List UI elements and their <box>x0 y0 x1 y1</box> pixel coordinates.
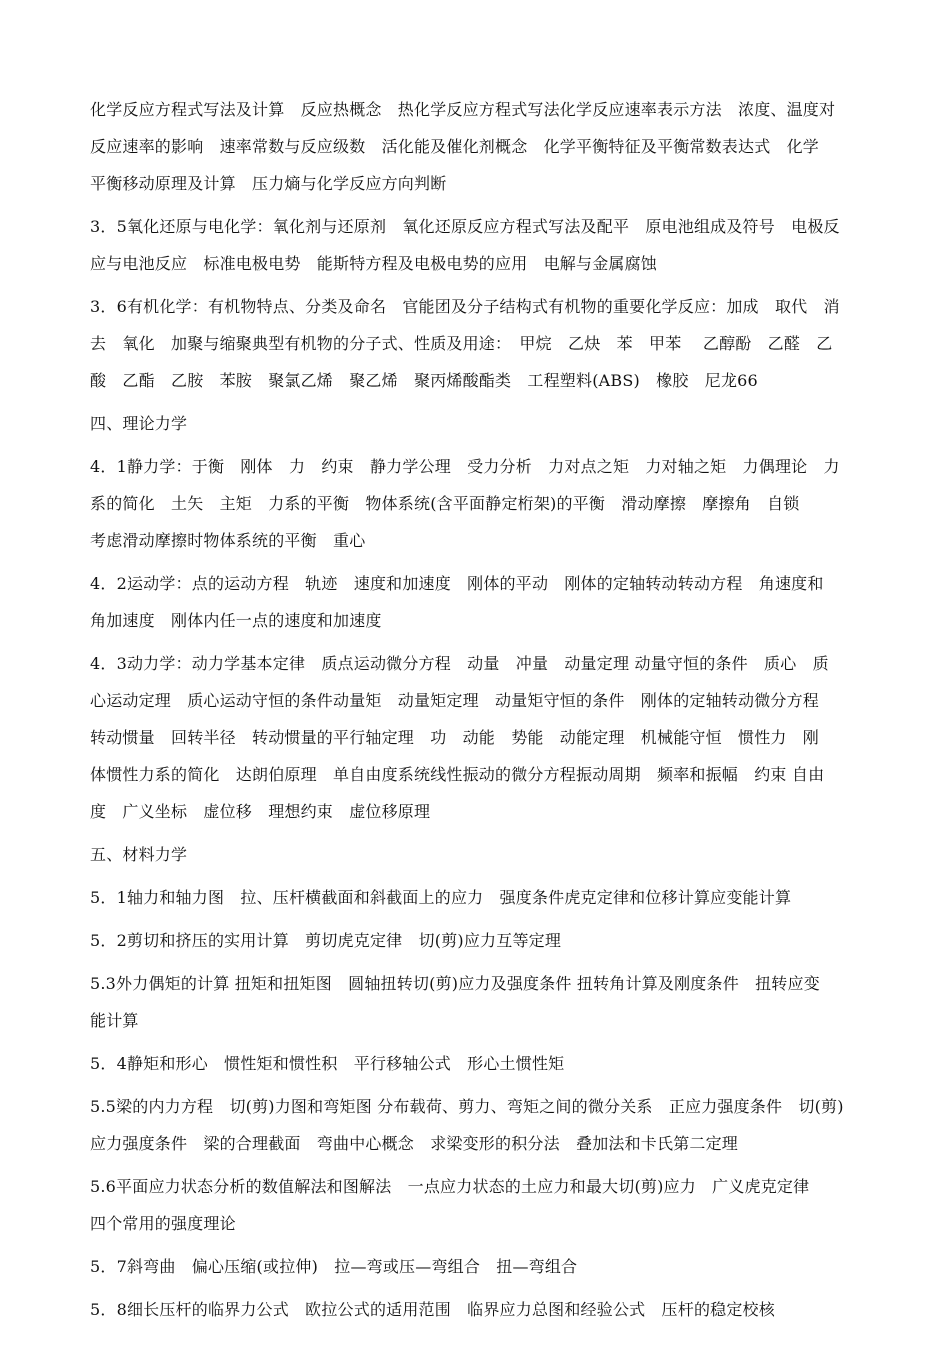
paragraph <box>90 879 870 916</box>
text-line: 系的简化 土矢 主矩 力系的平衡 物体系统(含平面静定桁架)的平衡 滑动摩擦 摩擦角 自锁 <box>90 494 800 513</box>
paragraph <box>90 91 870 202</box>
text-line: 5．8细长压杆的临界力公式 欧拉公式的适用范围 临界应力总图和经验公式 压杆的稳定校核 <box>90 1300 775 1319</box>
paragraph <box>90 1088 870 1162</box>
text-line: 3．6有机化学：有机物特点、分类及命名 官能团及分子结构式有机物的重要化学反应：加成 取代 消 <box>90 297 840 316</box>
text-line: 四、理论力学 <box>90 414 188 433</box>
paragraph <box>90 965 870 1039</box>
text-line: 4．1静力学：于衡 刚体 力 约束 静力学公理 受力分析 力对点之矩 力对轴之矩 力偶理论 力 <box>90 457 840 476</box>
paragraph <box>90 645 870 830</box>
paragraph <box>90 288 870 399</box>
text-line: 能计算 <box>90 1011 139 1030</box>
text-line: 体惯性力系的简化 达朗伯原理 单自由度系统线性振动的微分方程振动周期 频率和振幅 约束 自由 <box>90 765 825 784</box>
text-line: 角加速度 刚体内任一点的速度和加速度 <box>90 611 382 630</box>
text-line: 应力强度条件 梁的合理截面 弯曲中心概念 求梁变形的积分法 叠加法和卡氏第二定理 <box>90 1134 739 1153</box>
text-line: 化学反应方程式写法及计算 反应热概念 热化学反应方程式写法化学反应速率表示方法 浓度、温度对 <box>90 100 836 119</box>
text-line: 5.5梁的内力方程 切(剪)力图和弯矩图 分布载荷、剪力、弯矩之间的微分关系 正应力强度条件 切(剪) <box>90 1097 844 1116</box>
paragraph <box>90 1168 870 1242</box>
text-line: 5．2剪切和挤压的实用计算 剪切虎克定律 切(剪)应力互等定理 <box>90 931 562 950</box>
text-line: 4．3动力学：动力学基本定律 质点运动微分方程 动量 冲量 动量定理 动量守恒的条件 质心 质 <box>90 654 829 673</box>
text-line: 酸 乙酯 乙胺 苯胺 聚氯乙烯 聚乙烯 聚丙烯酸酯类 工程塑料(ABS) 橡胶 尼龙66 <box>90 371 758 390</box>
paragraph <box>90 1248 870 1285</box>
text-line: 5．1轴力和轴力图 拉、压杆横截面和斜截面上的应力 强度条件虎克定律和位移计算应变能计算 <box>90 888 792 907</box>
paragraph <box>90 836 870 873</box>
text-line: 转动惯量 回转半径 转动惯量的平行轴定理 功 动能 势能 动能定理 机械能守恒 惯性力 刚 <box>90 728 820 747</box>
text-line: 5.3外力偶矩的计算 扭矩和扭矩图 圆轴扭转切(剪)应力及强度条件 扭转角计算及刚度条件 扭转应变 <box>90 974 820 993</box>
text-line: 反应速率的影响 速率常数与反应级数 活化能及催化剂概念 化学平衡特征及平衡常数表达式 化学 <box>90 137 820 156</box>
text-line: 四个常用的强度理论 <box>90 1214 236 1233</box>
text-line: 度 广义坐标 虚位移 理想约束 虚位移原理 <box>90 802 431 821</box>
paragraph <box>90 1291 870 1328</box>
paragraph <box>90 448 870 559</box>
paragraph <box>90 922 870 959</box>
text-line: 5．7斜弯曲 偏心压缩(或拉伸) 拉—弯或压—弯组合 扭—弯组合 <box>90 1257 578 1276</box>
text-line: 应与电池反应 标准电极电势 能斯特方程及电极电势的应用 电解与金属腐蚀 <box>90 254 658 273</box>
paragraph <box>90 208 870 282</box>
text-line: 去 氧化 加聚与缩聚典型有机物的分子式、性质及用途： 甲烷 乙炔 苯 甲苯 乙醇酚 乙醛 乙 <box>90 334 833 353</box>
paragraph <box>90 565 870 639</box>
text-line: 3．5氧化还原与电化学：氧化剂与还原剂 氧化还原反应方程式写法及配平 原电池组成及符号 电极反 <box>90 217 840 236</box>
paragraph <box>90 405 870 442</box>
text-line: 4．2运动学：点的运动方程 轨迹 速度和加速度 刚体的平动 刚体的定轴转动转动方程 角速度和 <box>90 574 824 593</box>
text-line: 平衡移动原理及计算 压力熵与化学反应方向判断 <box>90 174 447 193</box>
paragraph <box>90 1045 870 1082</box>
text-line: 5．4静矩和形心 惯性矩和惯性积 平行移轴公式 形心土惯性矩 <box>90 1054 565 1073</box>
text-line: 考虑滑动摩擦时物体系统的平衡 重心 <box>90 531 366 550</box>
text-line: 心运动定理 质心运动守恒的条件动量矩 动量矩定理 动量矩守恒的条件 刚体的定轴转动微分方程 <box>90 691 820 710</box>
text-line: 五、材料力学 <box>90 845 188 864</box>
text-line: 5.6平面应力状态分析的数值解法和图解法 一点应力状态的土应力和最大切(剪)应力 广义虎克定律 <box>90 1177 810 1196</box>
